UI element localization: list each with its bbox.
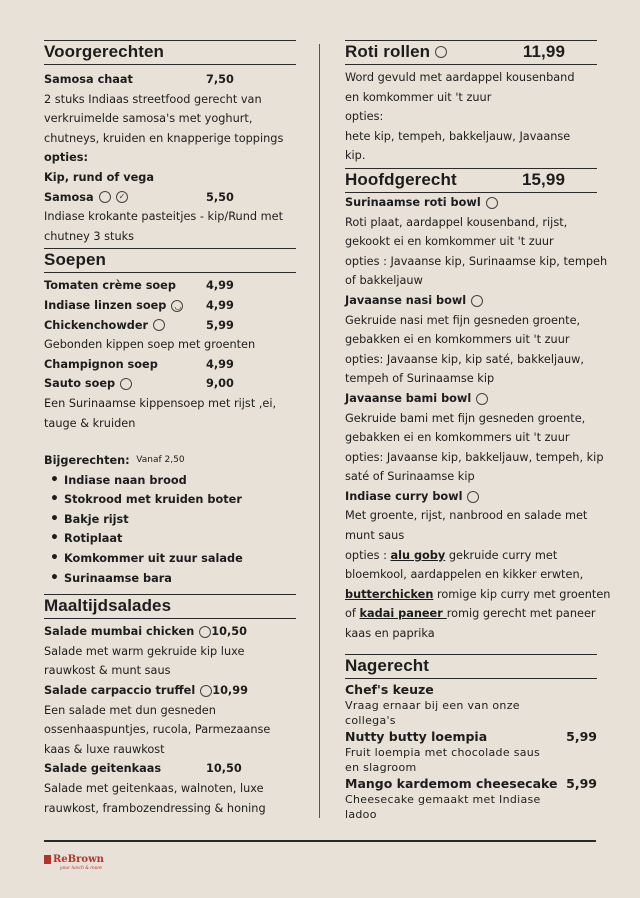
item-description: opties: Javaanse kip, bakkeljauw, tempeh, kip xyxy=(345,450,604,464)
menu-item-mango-cheesecake xyxy=(345,775,597,792)
menu-item-chefs-keuze xyxy=(345,681,597,698)
item-description: Gekruide nasi met fijn gesneden groente, xyxy=(345,313,581,327)
option-butterchicken: butterchicken xyxy=(345,587,434,601)
item-price: 7,50 xyxy=(206,73,234,86)
item-description: Een Surinaamse kippensoep met rijst ,ei, xyxy=(44,396,277,410)
list-item: • Surinaamse bara xyxy=(50,569,296,589)
item-name: Salade mumbai chicken xyxy=(44,625,195,639)
item-description: gekookt ei en komkommer uit 't zuur xyxy=(345,235,554,249)
section-title: Nagerecht xyxy=(345,655,430,675)
menu-item-nutty-butty-loempia xyxy=(345,728,597,745)
item-description: Fruit loempia met chocolade saus xyxy=(345,745,541,759)
option-kadai-paneer: kadai paneer xyxy=(359,607,447,621)
section-title: Voorgerechten xyxy=(44,42,165,61)
item-description: ladoo xyxy=(345,807,377,821)
halal-icon xyxy=(471,295,483,307)
item-description: en komkommer uit 't zuur xyxy=(345,90,492,104)
item-description: kip. xyxy=(345,149,366,163)
item-name: Samosa xyxy=(44,190,94,204)
item-name: Indiase linzen soep xyxy=(44,298,167,312)
vegetarian-icon xyxy=(116,191,128,203)
halal-icon xyxy=(153,319,165,331)
item-description: Vraag ernaar bij een van onze xyxy=(345,698,520,712)
section-price: 15,99 xyxy=(521,169,565,189)
list-item: • Rotiplaat xyxy=(50,529,296,549)
item-description: Salade met geitenkaas, walnoten, luxe xyxy=(44,782,264,795)
item-name: Javaanse bami bowl xyxy=(345,391,472,405)
item-description: 2 stuks Indiaas streetfood gerecht van xyxy=(44,92,262,106)
menu-item-samosa-chaat xyxy=(44,70,296,90)
halal-icon xyxy=(199,626,211,638)
soepen-heading xyxy=(44,248,296,273)
halal-icon xyxy=(476,393,488,405)
item-description: munt saus xyxy=(345,529,405,543)
item-price: 9,00 xyxy=(206,377,234,391)
section-title: Hoofdgerecht xyxy=(345,169,457,189)
option-description: gekruide curry met xyxy=(445,548,558,562)
section-price: 11,99 xyxy=(522,42,565,61)
item-description: saté of Surinaamse kip xyxy=(345,470,475,484)
item-name: Mango kardemom cheesecake xyxy=(345,775,558,791)
footer-divider xyxy=(44,840,596,842)
item-name: Salade carpaccio truffel xyxy=(44,684,196,698)
item-name: Samosa chaat xyxy=(44,73,133,86)
item-description: verkruimelde samosa's met yoghurt, xyxy=(44,112,253,126)
item-price: 5,99 xyxy=(566,775,597,791)
item-price: 5,99 xyxy=(566,728,597,744)
item-description: Salade met warm gekruide kip luxe xyxy=(44,644,245,658)
menu-item-chickenchowder xyxy=(44,316,296,336)
menu-item-nasi-bowl xyxy=(345,291,597,311)
item-price: 5,99 xyxy=(206,318,234,332)
menu-item-linzen-soep xyxy=(44,296,296,316)
spicy-icon xyxy=(171,300,183,312)
maaltijdsalades-heading xyxy=(44,594,296,619)
menu-item-champignon-soep xyxy=(44,355,296,375)
curry-options-line xyxy=(345,585,611,605)
curry-options-line xyxy=(345,546,597,566)
item-description: tauge & kruiden xyxy=(44,416,136,430)
item-name: Nutty butty loempia xyxy=(345,728,488,744)
item-description: kaas & luxe rauwkost xyxy=(44,742,165,756)
dessert-list xyxy=(345,681,597,822)
bijgerechten-heading xyxy=(44,451,296,471)
item-description: gebakken ei en komkommers uit 't zuur xyxy=(345,333,570,347)
option-description: bloemkool, aardappelen en kikker erwten, xyxy=(345,568,584,582)
halal-icon xyxy=(200,685,212,697)
brand-tagline: your lunch & more xyxy=(60,866,102,871)
option-alu-goby: alu goby xyxy=(390,548,446,562)
list-item: • Stokrood met kruiden boter xyxy=(50,490,296,510)
item-name: Salade geitenkaas xyxy=(44,762,162,776)
item-price: 4,99 xyxy=(206,357,234,371)
item-name: Champignon soep xyxy=(44,357,158,371)
option-description: romig gerecht met paneer xyxy=(446,607,596,621)
halal-icon xyxy=(99,191,111,203)
menu-item-sauto-soep xyxy=(44,374,296,394)
item-description: opties: Javaanse kip, kip saté, bakkeljauw, xyxy=(345,352,585,366)
menu-item-bami-bowl xyxy=(345,389,597,409)
item-description: Met groente, rijst, nanbrood en salade met xyxy=(345,509,588,523)
item-name: Chickenchowder xyxy=(44,318,149,332)
item-description: gebakken ei en komkommers uit 't zuur xyxy=(345,431,570,445)
halal-icon xyxy=(120,378,132,390)
halal-icon xyxy=(435,46,447,58)
left-column xyxy=(44,40,296,818)
right-column xyxy=(345,40,611,822)
menu-item-salade-carpaccio xyxy=(44,681,296,701)
item-description: rauwkost & munt saus xyxy=(44,664,171,678)
menu-item-salade-mumbai xyxy=(44,622,296,642)
item-description: hete kip, tempeh, bakkeljauw, Javaanse xyxy=(345,129,571,143)
side-dish-list xyxy=(50,471,296,589)
item-description: Gekruide bami met fijn gesneden groente, xyxy=(345,411,586,425)
options-label: opties: xyxy=(345,110,384,124)
menu-item-roti-bowl xyxy=(345,193,597,213)
column-divider xyxy=(319,44,320,818)
list-item: • Komkommer uit zuur salade xyxy=(50,549,296,569)
item-price: 10,50 xyxy=(211,625,247,639)
item-description: Word gevuld met aardappel kousenband xyxy=(345,71,575,84)
item-price: 4,99 xyxy=(206,298,234,312)
option-description: romige kip curry met groenten xyxy=(433,587,611,601)
item-price: 10,50 xyxy=(206,762,242,776)
item-description: opties : Javaanse kip, Surinaamse kip, tempeh xyxy=(345,254,608,268)
item-description: Indiase krokante pasteitjes - kip/Rund met xyxy=(44,210,284,224)
nagerecht-heading xyxy=(345,654,597,679)
item-description: of bakkeljauw xyxy=(345,274,423,288)
menu-item-samosa xyxy=(44,188,296,208)
item-price: 4,99 xyxy=(206,279,234,293)
item-description: tempeh of Surinaamse kip xyxy=(345,372,495,386)
options-value: Kip, rund of vega xyxy=(44,170,154,184)
options-label: opties : xyxy=(345,548,391,562)
brand-name: ReBrown xyxy=(53,854,104,865)
halal-icon xyxy=(486,197,498,209)
halal-icon xyxy=(467,491,479,503)
item-description: Roti plaat, aardappel kousenband, rijst, xyxy=(345,215,568,229)
item-description: ossenhaaspuntjes, rucola, Parmezaanse xyxy=(44,723,271,737)
section-title: Roti rollen xyxy=(345,42,431,61)
list-item: • Indiase naan brood xyxy=(50,471,296,491)
logo-mark-icon xyxy=(44,855,51,864)
item-name: Tomaten crème soep xyxy=(44,279,176,293)
item-description: chutneys, kruiden en knapperige toppings xyxy=(44,131,284,145)
item-description: Een salade met dun gesneden xyxy=(44,703,216,717)
item-name: Surinaamse roti bowl xyxy=(345,195,481,209)
hoofdgerecht-heading xyxy=(345,168,597,193)
section-title: Soepen xyxy=(44,250,107,270)
options-connector: of xyxy=(345,607,360,621)
roti-rollen-heading xyxy=(345,40,597,65)
item-name: Indiase curry bowl xyxy=(345,489,463,503)
menu-item-tomaten-soep xyxy=(44,276,296,296)
item-description: Cheesecake gemaakt met Indiase xyxy=(345,792,541,806)
item-description: en slagroom xyxy=(345,760,417,774)
item-name: Javaanse nasi bowl xyxy=(345,293,467,307)
brand-logo xyxy=(44,849,104,871)
curry-options-line xyxy=(345,604,597,624)
section-title: Maaltijdsalades xyxy=(44,596,172,616)
item-price: 5,50 xyxy=(206,190,234,204)
menu-item-salade-geitenkaas xyxy=(44,759,296,779)
option-description: kaas en paprika xyxy=(345,627,435,641)
item-description: chutney 3 stuks xyxy=(44,229,135,243)
options-label: opties: xyxy=(44,151,89,165)
item-price: 10,99 xyxy=(212,684,248,698)
bijgerechten-label: Bijgerechten: xyxy=(44,454,130,468)
bijgerechten-price-note: Vanaf 2,50 xyxy=(136,455,185,466)
item-description: collega's xyxy=(345,713,396,727)
item-name: Chef's keuze xyxy=(345,681,434,697)
item-name: Sauto soep xyxy=(44,377,116,391)
menu-item-curry-bowl xyxy=(345,487,597,507)
list-item: • Bakje rijst xyxy=(50,510,296,530)
item-description: Gebonden kippen soep met groenten xyxy=(44,338,256,352)
item-description: rauwkost, frambozendressing & honing xyxy=(44,801,266,815)
voorgerechten-heading xyxy=(44,40,296,65)
